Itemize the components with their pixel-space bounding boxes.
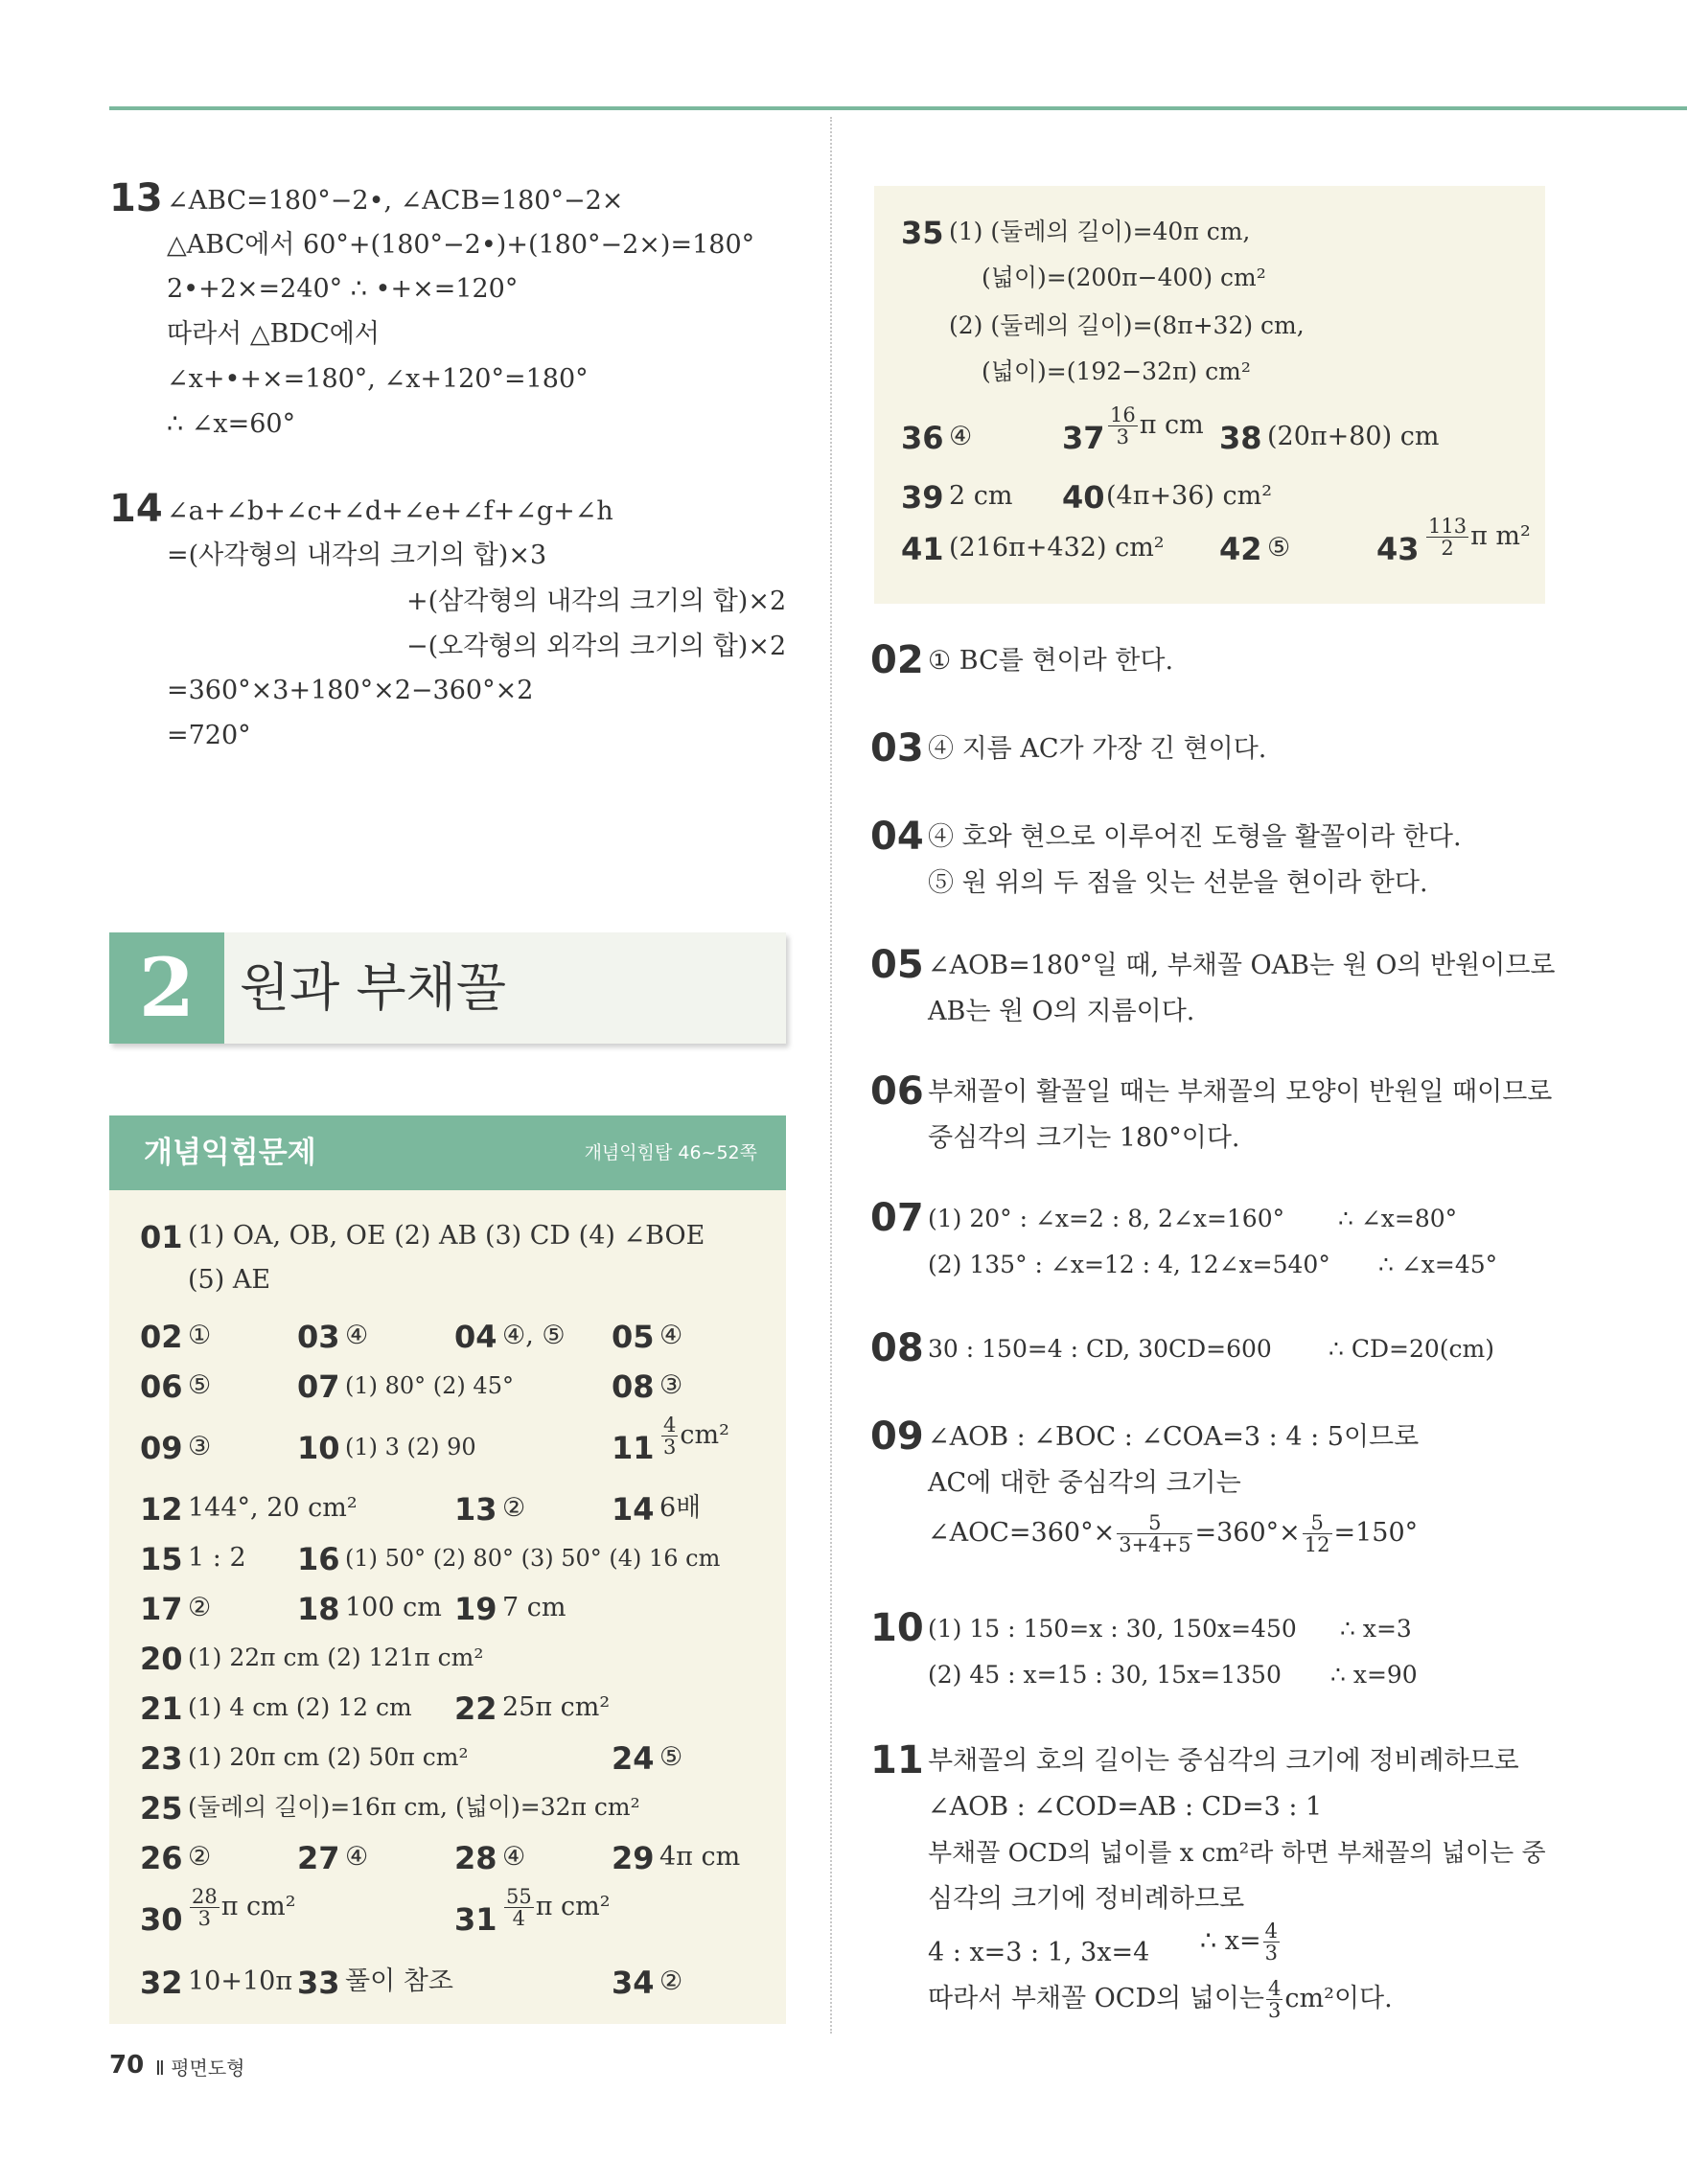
ans-30-denominator: 3 xyxy=(197,1907,212,1930)
s09-line-1: ∠AOB : ∠BOC : ∠COA=3 : 4 : 5이므로 xyxy=(928,1422,1420,1452)
box-num-43: 43 xyxy=(1376,531,1420,567)
s11-line-5-result xyxy=(1200,1920,1282,1964)
p14-line-5: =360°×3+180°×2−360°×2 xyxy=(167,676,534,705)
ans-num-20: 20 xyxy=(140,1641,183,1677)
solution-number-08: 08 xyxy=(870,1326,924,1370)
ans-30-numerator: 28 xyxy=(192,1885,218,1908)
s11-fraction-1 xyxy=(1263,1920,1280,1964)
column-divider xyxy=(830,117,832,2034)
box-43-denominator: 2 xyxy=(1441,537,1454,560)
ans-num-04: 04 xyxy=(454,1319,497,1355)
ans-11-unit: cm² xyxy=(680,1420,729,1450)
p14-line-2: =(사각형의 내각의 크기의 합)×3 xyxy=(167,540,547,570)
ans-29: 4π cm xyxy=(659,1842,741,1872)
solution-number-11: 11 xyxy=(870,1738,924,1782)
s11-fraction-1-denominator: 3 xyxy=(1264,1942,1278,1965)
s09-fraction-2-denominator: 12 xyxy=(1304,1533,1330,1556)
box-num-41: 41 xyxy=(901,531,944,567)
s11-line-4: 심각의 크기에 정비례하므로 xyxy=(928,1884,1245,1914)
ans-num-06: 06 xyxy=(140,1368,183,1405)
box-num-40: 40 xyxy=(1062,479,1105,516)
box-35-line-4: (넓이)=(192−32π) cm² xyxy=(982,357,1251,385)
box-40: (4π+36) cm² xyxy=(1106,481,1273,511)
box-37-fraction xyxy=(1108,404,1138,448)
ans-30-unit: π cm² xyxy=(220,1892,296,1921)
ans-num-07: 07 xyxy=(297,1368,340,1405)
ans-num-02: 02 xyxy=(140,1319,183,1355)
answer-box xyxy=(874,186,1545,604)
solution-number-09: 09 xyxy=(870,1414,924,1459)
ans-21: (1) 4 cm (2) 12 cm xyxy=(188,1693,412,1721)
s04-line-2: ⑤ 원 위의 두 점을 잇는 선분을 현이라 한다. xyxy=(928,868,1428,898)
s10-line-1: (1) 15 : 150=x : 30, 150x=450 xyxy=(928,1615,1297,1643)
ans-num-27: 27 xyxy=(297,1840,340,1876)
solution-number-04: 04 xyxy=(870,815,924,859)
ans-num-03: 03 xyxy=(297,1319,340,1355)
s07-line-2-result: ∴ ∠x=45° xyxy=(1378,1251,1498,1278)
ans-num-16: 16 xyxy=(297,1541,340,1577)
box-37-unit: π cm xyxy=(1139,410,1204,440)
s11-line-3: 부채꼴 OCD의 넓이를 x cm²라 하면 부채꼴의 넓이는 중 xyxy=(928,1839,1546,1868)
s11-fraction-2 xyxy=(1266,1978,1283,2021)
ans-02: ① xyxy=(188,1321,212,1350)
box-35-line-1: (1) (둘레의 길이)=40π cm, xyxy=(949,218,1251,245)
s09-line-3-part-b: =360°× xyxy=(1194,1518,1301,1548)
box-43-fraction xyxy=(1426,516,1468,559)
box-37-numerator: 16 xyxy=(1110,403,1136,426)
chapter-label: Ⅱ 평면도형 xyxy=(155,2057,245,2080)
ans-25: (둘레의 길이)=16π cm, (넓이)=32π cm² xyxy=(188,1793,640,1821)
ans-32: 10+10π xyxy=(188,1966,293,1996)
section-number: 2 xyxy=(109,932,224,1044)
ans-num-26: 26 xyxy=(140,1840,183,1876)
ans-12: 144°, 20 cm² xyxy=(188,1493,358,1523)
s09-fraction-1-denominator: 3+4+5 xyxy=(1119,1533,1191,1556)
ans-27: ④ xyxy=(345,1842,369,1872)
s09-line-2: AC에 대한 중심각의 크기는 xyxy=(928,1468,1241,1498)
ans-09: ③ xyxy=(188,1432,212,1461)
s11-line-5-part-a: 4 : x=3 : 1, 3x=4 xyxy=(928,1938,1150,1967)
ans-num-13: 13 xyxy=(454,1491,497,1528)
s07-line-2: (2) 135° : ∠x=12 : 4, 12∠x=540° xyxy=(928,1251,1330,1278)
p13-line-4: 따라서 △BDC에서 xyxy=(167,319,380,349)
ans-31-denominator: 4 xyxy=(512,1907,526,1930)
box-37-denominator: 3 xyxy=(1116,425,1130,448)
s11-line-6 xyxy=(928,1978,1393,2021)
concept-answers xyxy=(109,1190,786,2024)
ans-20: (1) 22π cm (2) 121π cm² xyxy=(188,1644,484,1671)
s11-fraction-1-numerator: 4 xyxy=(1264,1920,1278,1943)
top-rule xyxy=(109,106,1687,110)
ans-33: 풀이 참조 xyxy=(345,1966,453,1996)
ans-15: 1 : 2 xyxy=(188,1543,246,1573)
solution-number-10: 10 xyxy=(870,1606,924,1650)
ans-30 xyxy=(188,1886,296,1929)
s05-line-2: AB는 원 O의 지름이다. xyxy=(928,997,1195,1026)
ans-num-08: 08 xyxy=(612,1368,655,1405)
page-number: 70 xyxy=(109,2051,145,2080)
ans-num-11: 11 xyxy=(612,1430,655,1466)
problem-number-14: 14 xyxy=(109,487,163,531)
solution-number-06: 06 xyxy=(870,1069,924,1114)
ans-11-fraction xyxy=(661,1414,678,1458)
s11-fraction-2-numerator: 4 xyxy=(1268,1977,1282,2000)
ans-num-23: 23 xyxy=(140,1740,183,1777)
ans-num-17: 17 xyxy=(140,1591,183,1627)
ans-num-32: 32 xyxy=(140,1965,183,2001)
ans-01-text: (1) OA, OB, OE (2) AB (3) CD (4) ∠BOE xyxy=(188,1221,705,1251)
ans-num-19: 19 xyxy=(454,1591,497,1627)
ans-num-31: 31 xyxy=(454,1901,497,1938)
ans-31-fraction xyxy=(504,1886,534,1929)
s11-line-5 xyxy=(928,1936,1149,1970)
box-38: (20π+80) cm xyxy=(1267,422,1440,451)
p14-line-3: +(삼각형의 내각의 크기의 합)×2 xyxy=(406,586,787,616)
s04-line-1: ④ 호와 현으로 이루어진 도형을 활꼴이라 한다. xyxy=(928,822,1462,852)
s11-fraction-2-denominator: 3 xyxy=(1268,1999,1282,2022)
s05-line-1: ∠AOB=180°일 때, 부채꼴 OAB는 원 O의 반원이므로 xyxy=(928,951,1556,980)
ans-14: 6배 xyxy=(659,1493,702,1523)
s10-line-1-result: ∴ x=3 xyxy=(1340,1615,1412,1643)
section-title: 원과 부채꼴 xyxy=(240,957,506,1018)
ans-num-01: 01 xyxy=(140,1219,183,1255)
ans-01-line-1 xyxy=(188,1219,705,1253)
s09-line-3-part-a: ∠AOC=360°× xyxy=(928,1518,1116,1548)
solution-number-03: 03 xyxy=(870,726,924,770)
p13-line-5: ∠x+•+×=180°, ∠x+120°=180° xyxy=(167,364,589,394)
solution-number-07: 07 xyxy=(870,1196,924,1240)
ans-num-34: 34 xyxy=(612,1965,655,2001)
p14-line-4: −(오각형의 외각의 크기의 합)×2 xyxy=(406,632,787,661)
ans-num-24: 24 xyxy=(612,1740,655,1777)
ans-num-15: 15 xyxy=(140,1541,183,1577)
p14-line-6: =720° xyxy=(167,721,251,750)
s03-line-1: ④ 지름 AC가 가장 긴 현이다. xyxy=(928,734,1267,764)
concept-reference: 개념익힘탑 46~52쪽 xyxy=(584,1142,757,1163)
ans-num-30: 30 xyxy=(140,1901,183,1938)
problem-number-13: 13 xyxy=(109,176,163,220)
solution-number-02: 02 xyxy=(870,638,924,682)
ans-31-unit: π cm² xyxy=(535,1892,611,1921)
ans-24: ⑤ xyxy=(659,1742,683,1772)
box-num-36: 36 xyxy=(901,420,944,456)
ans-04: ④, ⑤ xyxy=(502,1321,566,1350)
s09-fraction-1 xyxy=(1117,1512,1192,1555)
s10-line-2-result: ∴ x=90 xyxy=(1330,1661,1418,1689)
ans-num-10: 10 xyxy=(297,1430,340,1466)
s08-line-1-result: ∴ CD=20(cm) xyxy=(1329,1335,1494,1363)
ans-08: ③ xyxy=(659,1370,683,1400)
p14-line-1: ∠a+∠b+∠c+∠d+∠e+∠f+∠g+∠h xyxy=(167,496,613,526)
ans-11-numerator: 4 xyxy=(663,1414,677,1437)
ans-23: (1) 20π cm (2) 50π cm² xyxy=(188,1743,469,1771)
s10-line-2: (2) 45 : x=15 : 30, 15x=1350 xyxy=(928,1661,1282,1689)
ans-11 xyxy=(659,1414,729,1458)
ans-num-21: 21 xyxy=(140,1690,183,1727)
ans-22: 25π cm² xyxy=(502,1692,611,1722)
box-num-35: 35 xyxy=(901,215,944,251)
box-37 xyxy=(1106,404,1204,448)
ans-06: ⑤ xyxy=(188,1370,212,1400)
s08-line-1: 30 : 150=4 : CD, 30CD=600 xyxy=(928,1335,1272,1363)
box-39: 2 cm xyxy=(949,481,1013,511)
box-35-line-2: (넓이)=(200π−400) cm² xyxy=(982,264,1266,291)
ans-03: ④ xyxy=(345,1321,369,1350)
s11-line-2: ∠AOB : ∠COD=AB : CD=3 : 1 xyxy=(928,1792,1323,1822)
p13-line-1: ∠ABC=180°−2•, ∠ACB=180°−2× xyxy=(167,186,624,216)
s06-line-1: 부채꼴이 활꼴일 때는 부채꼴의 모양이 반원일 때이므로 xyxy=(928,1077,1553,1107)
box-num-42: 42 xyxy=(1219,531,1262,567)
ans-17: ② xyxy=(188,1593,212,1622)
ans-num-29: 29 xyxy=(612,1840,655,1876)
concept-title: 개념익힘문제 xyxy=(144,1136,316,1170)
box-41: (216π+432) cm² xyxy=(949,533,1165,563)
s09-line-3 xyxy=(928,1512,1418,1555)
ans-31 xyxy=(502,1886,611,1929)
box-43-unit: π m² xyxy=(1470,521,1531,551)
box-36: ④ xyxy=(949,422,973,451)
p13-line-3: 2•+2×=240° ∴ •+×=120° xyxy=(167,274,519,304)
ans-16: (1) 50° (2) 80° (3) 50° (4) 16 cm xyxy=(345,1545,721,1572)
ans-num-09: 09 xyxy=(140,1430,183,1466)
ans-num-28: 28 xyxy=(454,1840,497,1876)
ans-01-line-2: (5) AE xyxy=(188,1265,271,1295)
s11-line-6-part-a: 따라서 부채꼴 OCD의 넓이는 xyxy=(928,1984,1265,2013)
ans-num-14: 14 xyxy=(612,1491,655,1528)
ans-13: ② xyxy=(502,1493,526,1523)
ans-07: (1) 80° (2) 45° xyxy=(345,1372,514,1399)
ans-05: ④ xyxy=(659,1321,683,1350)
ans-30-fraction xyxy=(190,1886,220,1929)
ans-num-22: 22 xyxy=(454,1690,497,1727)
ans-11-denominator: 3 xyxy=(663,1436,677,1459)
box-43-numerator: 113 xyxy=(1428,515,1467,538)
s09-line-3-part-c: =150° xyxy=(1333,1518,1419,1548)
s09-fraction-1-numerator: 5 xyxy=(1117,1512,1192,1534)
p13-line-2: △ABC에서 60°+(180°−2•)+(180°−2×)=180° xyxy=(167,230,755,260)
s11-line-1: 부채꼴의 호의 길이는 중심각의 크기에 정비례하므로 xyxy=(928,1746,1519,1776)
ans-31-numerator: 55 xyxy=(506,1885,532,1908)
box-43 xyxy=(1424,516,1531,559)
ans-18: 100 cm xyxy=(345,1593,442,1622)
s07-line-1: (1) 20° : ∠x=2 : 8, 2∠x=160° xyxy=(928,1205,1285,1232)
box-35-line-3: (2) (둘레의 길이)=(8π+32) cm, xyxy=(949,311,1305,339)
ans-num-33: 33 xyxy=(297,1965,340,2001)
ans-34: ② xyxy=(659,1966,683,1996)
s02-line-1: ① BC를 현이라 한다. xyxy=(928,646,1174,676)
s09-fraction-2 xyxy=(1303,1512,1332,1555)
ans-num-05: 05 xyxy=(612,1319,655,1355)
section-header xyxy=(109,932,786,1044)
concept-header xyxy=(109,1115,786,1190)
solution-number-05: 05 xyxy=(870,943,924,987)
ans-19: 7 cm xyxy=(502,1593,566,1622)
s09-fraction-2-numerator: 5 xyxy=(1303,1512,1332,1534)
ans-num-18: 18 xyxy=(297,1591,340,1627)
s07-line-1-result: ∴ ∠x=80° xyxy=(1338,1205,1458,1232)
s11-line-6-part-b: cm²이다. xyxy=(1284,1984,1393,2013)
p13-line-6: ∴ ∠x=60° xyxy=(167,409,296,439)
box-42: ⑤ xyxy=(1267,533,1291,563)
ans-num-25: 25 xyxy=(140,1790,183,1827)
box-num-39: 39 xyxy=(901,479,944,516)
box-num-38: 38 xyxy=(1219,420,1262,456)
box-num-37: 37 xyxy=(1062,420,1105,456)
s11-line-5-result-text: ∴ x= xyxy=(1200,1926,1261,1956)
ans-num-12: 12 xyxy=(140,1491,183,1528)
s06-line-2: 중심각의 크기는 180°이다. xyxy=(928,1123,1240,1153)
ans-10: (1) 3 (2) 90 xyxy=(345,1434,476,1460)
ans-28: ④ xyxy=(502,1842,526,1872)
ans-26: ② xyxy=(188,1842,212,1872)
